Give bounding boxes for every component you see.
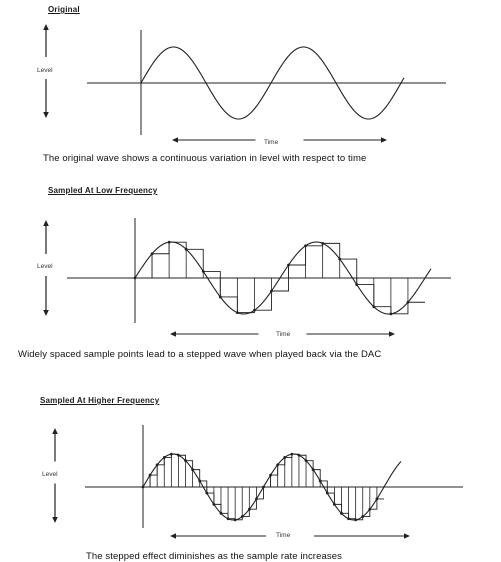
caption: The original wave shows a continuous variation in level with respect to time [43, 153, 367, 164]
level-label: Level [37, 67, 53, 74]
arrow-head-icon [52, 428, 58, 434]
arrow-head-icon [52, 517, 58, 523]
arrow-head-icon [404, 533, 410, 539]
level-label: Level [37, 263, 53, 270]
level-label: Level [42, 471, 58, 478]
panel-title: Sampled At Higher Frequency [40, 396, 160, 405]
caption: The stepped effect diminishes as the sample rate increases [86, 551, 342, 562]
panel-title: Original [48, 5, 80, 14]
caption: Widely spaced sample points lead to a stepped wave when played back via the DAC [18, 349, 382, 360]
time-label: Time [276, 532, 291, 539]
arrow-head-icon [170, 533, 176, 539]
time-label: Time [264, 139, 279, 146]
time-label: Time [276, 331, 291, 338]
panel-title: Sampled At Low Frequency [48, 186, 158, 195]
